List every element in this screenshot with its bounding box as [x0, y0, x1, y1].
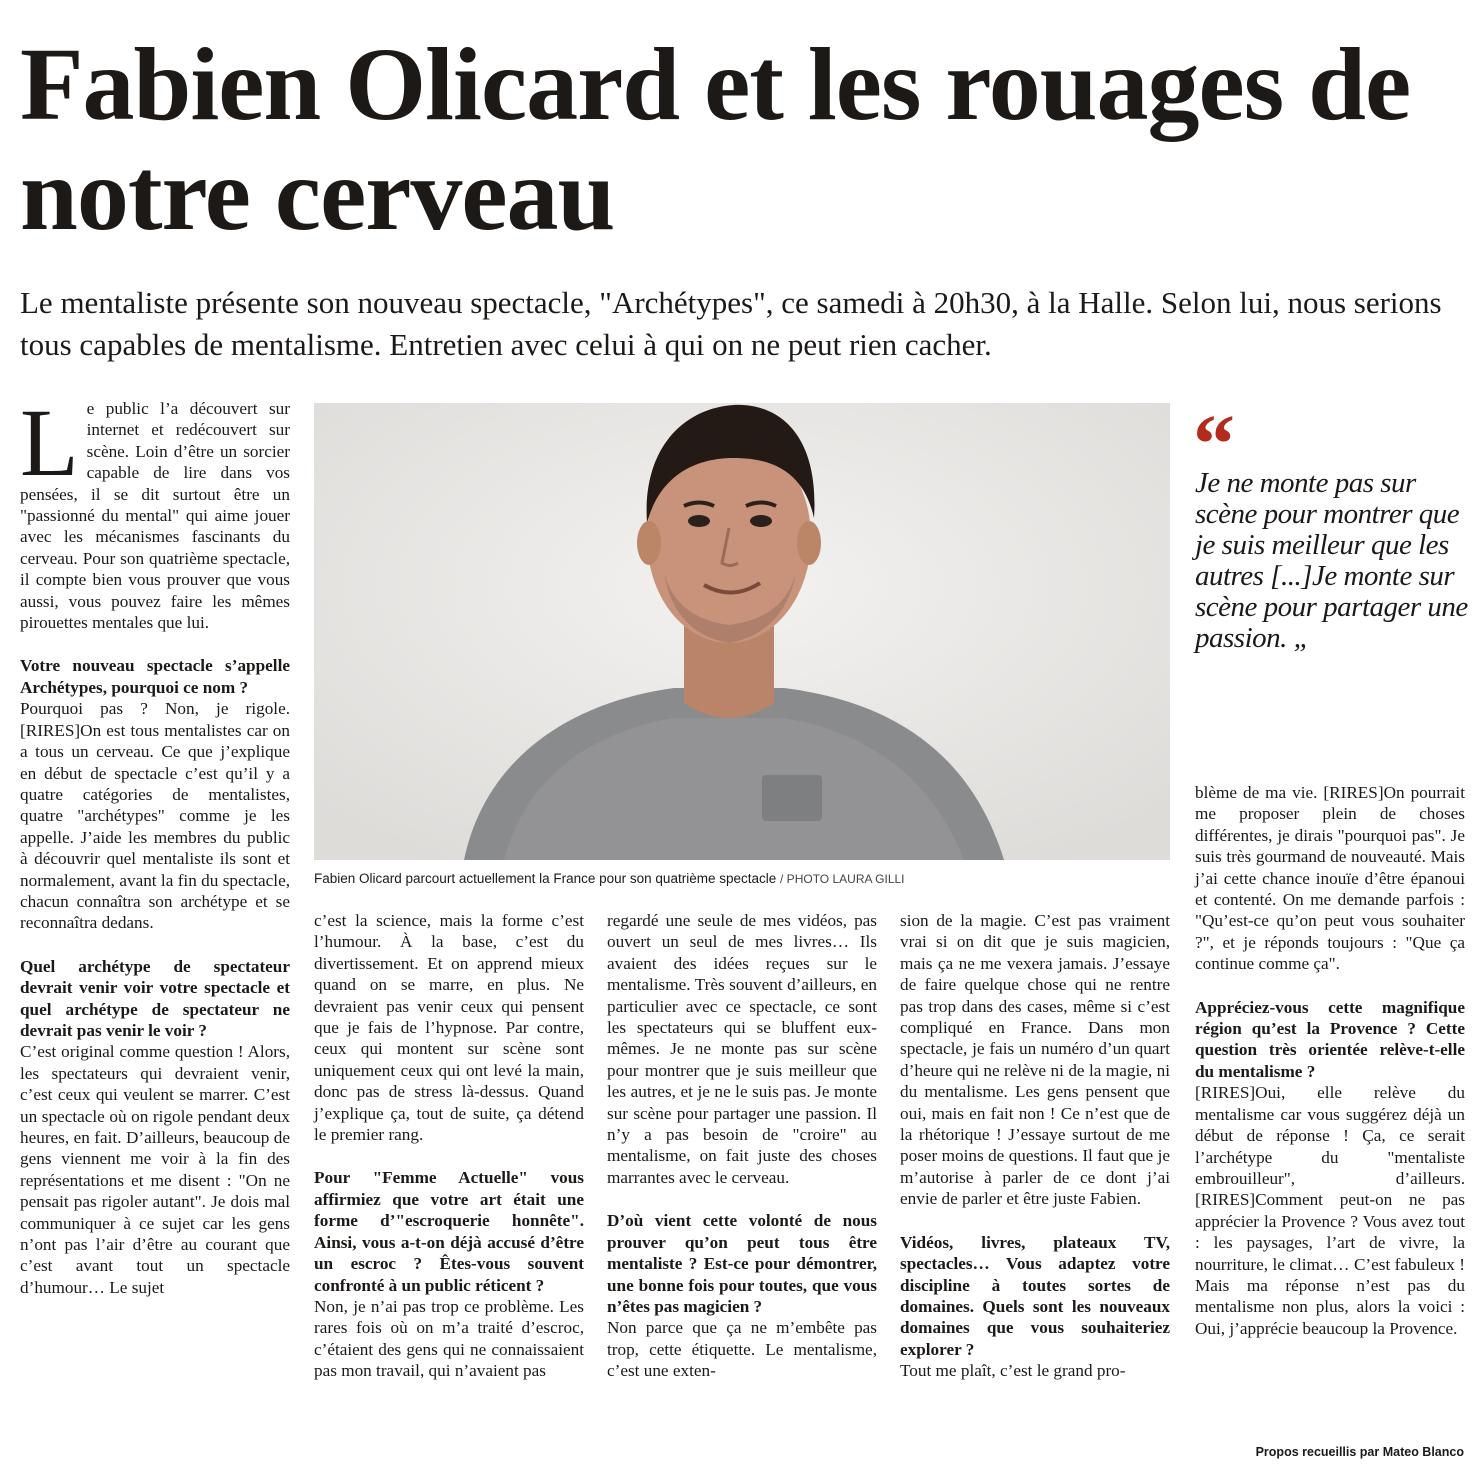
photo-caption — [314, 870, 1174, 888]
answer-4-part-1: Non parce que ça ne m’embête pas trop, cette étiquette. Le mentalisme, c’est une exten- — [607, 1318, 877, 1381]
answer-1: Pourquoi pas ? Non, je rigole. [RIRES]On est tous mentalistes car on a tous un cerveau. Ce que j’explique en début de spectacle c’est qu’il y a quatre catégories de mentalistes, quatre "archétypes" comme je les appelle. J’aide les membres du public à découvrir quel mentaliste ils sont et normalement, avant la fin du spectacle, chacun connaîtra son archétype et se reconnaîtra dedans. — [20, 699, 290, 933]
intro-text: e public l’a découvert sur internet et redécouvert sur scène. Loin d’être un sorcier capable de lire dans vos pensées, il se dit surtout être un "passionné du mental" qui aime jouer avec les mécanismes fascinants du cerveau. Pour son quatrième spectacle, il compte bien vous prouver que vous aussi, vous pouvez faire les mêmes pirouettes mentales que lui. — [20, 399, 290, 633]
answer-5-part-2: blème de ma vie. [RIRES]On pourrait me proposer plein de choses différentes, je dirais "pourquoi pas". Je suis très gourmand de nouveauté. Mais j’ai cette chance inouïe d’être épanoui et contenté. On me demande parfois : "Qu’est-ce qu’on peut vous souhaiter ?", et je réponds toujours : "Que ça continue comme ça". — [1195, 783, 1465, 974]
question-6: Appréciez-vous cette magnifique région qu’est la Provence ? Cette question très orientée relève-t-elle du mentalisme ? — [1195, 997, 1465, 1081]
column-2 — [314, 910, 584, 1382]
answer-6: [RIRES]Oui, elle relève du mentalisme car vous suggérez déjà un début de réponse ! Ça, ce serait l’archétype du "mentaliste embrouilleur", d’ailleurs. [RIRES]Comment peut-on ne pas apprécier la Provence ? Vous avez tout : les paysages, l’art de vivre, la nourriture, le climat… C’est fabuleux ! Mais ma réponse n’est pas du mentalisme non plus, alors la voici : Oui, j’apprécie beaucoup la Provence. — [1195, 1083, 1465, 1338]
portrait-illustration — [314, 403, 1170, 860]
answer-4-part-2: sion de la magie. C’est pas vraiment vrai si on dit que je suis magicien, mais ça ne me vexera jamais. J’essaye de faire quelque chose qui ne rentre pas trop dans des cases, même si c’est compliqué en France. Dans mon spectacle, je fais un numéro d’un quart d’heure qui ne relève ni de la magie, ni du mentalisme. Les gens pensent que oui, mais en fait non ! Ce n’est que de la rhétorique ! J’essaye surtout de me poser moins de questions. Il faut que je m’autorise à parler de ce dont j’ai envie de parler et être juste Fabien. — [900, 911, 1170, 1209]
column-1 — [20, 389, 290, 1298]
quote-close-icon: „ — [1293, 622, 1310, 654]
drop-cap: L — [20, 389, 79, 496]
question-2: Quel archétype de spectateur devrait venir voir votre spectacle et quel archétype de spectateur ne devrait pas venir le voir ? — [20, 956, 290, 1040]
column-4 — [900, 910, 1170, 1382]
byline: Propos recueillis par Mateo Blanco — [1255, 1445, 1464, 1459]
pull-quote — [1195, 468, 1470, 654]
answer-2-part-2: c’est la science, mais la forme c’est l’humour. À la base, c’est du divertissement. Et on apprend mieux quand on se marre, en plus. Ne devraient pas venir ceux qui pensent que je fais de l’hypnose. Par contre, ceux qui montent sur scène sont uniquement ceux qui ont levé la main, donc pas de stress là-dessus. Quand j’explique ça, tout de suite, ça détend le premier rang. — [314, 911, 584, 1145]
answer-3-part-2: regardé une seule de mes vidéos, pas ouvert un seul de mes livres… Ils avaient des idées reçues sur le mentalisme. Très souvent d’ailleurs, en particulier avec ce spectacle, ce sont les spectateurs qui se bluffent eux-mêmes. Je ne monte pas sur scène pour montrer que je suis meilleur que les autres, et je ne le suis pas. Je monte sur scène pour partager une passion. Il n’y a pas besoin de "croire" au mentalisme, on fait juste des choses marrantes avec le cerveau. — [607, 911, 877, 1187]
question-4: D’où vient cette volonté de nous prouver qu’on peut tous être mentaliste ? Est-ce pour démontrer, une bonne fois pour toutes, que vous n’êtes pas magicien ? — [607, 1211, 877, 1316]
portrait-photo — [314, 403, 1170, 860]
column-3 — [607, 910, 877, 1382]
quote-open-icon: “ — [1193, 398, 1235, 491]
pull-quote-text: Je ne monte pas sur scène pour montrer que je suis meilleur que les autres [...]Je monte sur scène pour partager une passion. — [1195, 467, 1468, 654]
question-3: Pour "Femme Actuelle" vous affirmiez que votre art était une forme d’"escroquerie honnête". Ainsi, vous a-t-on déjà accusé d’être un escroc ? Êtes-vous souvent confronté à un public réticent ? — [314, 1168, 584, 1295]
standfirst: Le mentaliste présente son nouveau spectacle, "Archétypes", ce samedi à 20h30, à la Halle. Selon lui, nous serions tous capables de mentalisme. Entretien avec celui à qui on ne peut rien cacher. — [20, 285, 1442, 362]
column-5 — [1195, 782, 1465, 1339]
headline: Fabien Olicard et les rouages de notre cerveau — [20, 27, 1411, 252]
question-5: Vidéos, livres, plateaux TV, spectacles… Vous adaptez votre discipline à toutes sortes de domaines. Quels sont les nouveaux domaines que vous souhaiteriez explorer ? — [900, 1232, 1170, 1359]
photo-credit: / PHOTO LAURA GILLI — [780, 872, 905, 886]
caption-text: Fabien Olicard parcourt actuellement la France pour son quatrième spectacle — [314, 871, 777, 886]
question-1: Votre nouveau spectacle s’appelle Archétypes, pourquoi ce nom ? — [20, 656, 290, 697]
answer-2-part-1: C’est original comme question ! Alors, les spectateurs qui devraient venir, c’est ceux qui veulent se marrer. C’est un spectacle où on rigole pendant deux heures, en fait. D’ailleurs, beaucoup de gens viennent me voir à la fin des représentations et me disent : "On ne pensait pas rigoler autant". Je dois mal communiquer à ce sujet car les gens n’ont pas l’air d’être au courant que c’est avant tout un spectacle d’humour… Le sujet — [20, 1042, 290, 1297]
answer-5-part-1: Tout me plaît, c’est le grand pro- — [900, 1361, 1126, 1381]
answer-3-part-1: Non, je n’ai pas trop ce problème. Les rares fois où on m’a traité d’escroc, c’étaient des gens qui ne connaissaient pas mon travail, qui n’avaient pas — [314, 1296, 584, 1381]
